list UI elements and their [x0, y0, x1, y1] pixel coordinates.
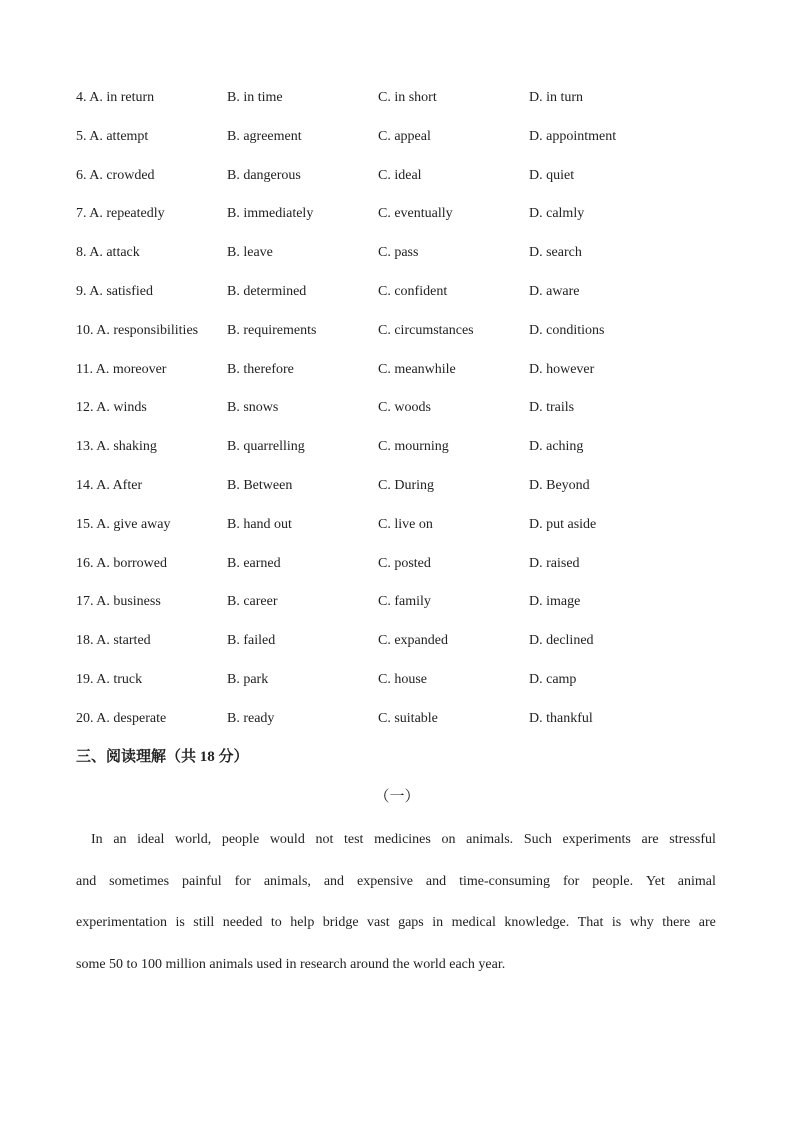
option-c: C. eventually: [378, 206, 453, 222]
option-c: C. live on: [378, 516, 433, 532]
option-b: B. determined: [227, 283, 307, 299]
word: ideal: [137, 832, 165, 847]
word: expensive: [356, 873, 413, 889]
word: experimentation: [76, 915, 167, 931]
option-b: B. therefore: [227, 361, 294, 377]
option-d: D. put aside: [529, 516, 597, 532]
option-b: B. dangerous: [227, 167, 301, 183]
option-d: D. thankful: [529, 710, 593, 726]
word: time-consuming: [459, 873, 551, 889]
word: Such: [523, 832, 552, 847]
word: would: [269, 832, 305, 847]
word: In: [91, 832, 103, 847]
option-a: 9. A. satisfied: [76, 283, 153, 299]
option-d: D. raised: [529, 555, 580, 571]
word: gaps: [398, 915, 424, 931]
option-a: 11. A. moreover: [76, 361, 167, 377]
option-b: B. leave: [227, 245, 273, 261]
option-a: 19. A. truck: [76, 671, 143, 687]
option-d: D. calmly: [529, 206, 585, 222]
option-d: D. conditions: [529, 322, 605, 338]
word: in: [432, 915, 444, 931]
option-a: 20. A. desperate: [76, 710, 167, 726]
word: world,: [175, 832, 212, 847]
word: vast: [367, 915, 390, 931]
passage-line-3: [76, 912, 716, 954]
reading-passage: [76, 829, 716, 996]
option-c: C. confident: [378, 283, 448, 299]
option-a: 7. A. repeatedly: [76, 206, 165, 222]
option-b: B. ready: [227, 710, 275, 726]
word: why: [629, 915, 654, 931]
option-d: D. in turn: [529, 90, 584, 105]
word: knowledge.: [504, 915, 570, 931]
option-d: D. declined: [529, 633, 594, 649]
option-a: 14. A. After: [76, 477, 143, 493]
option-b: B. Between: [227, 477, 293, 493]
word: sometimes: [109, 873, 170, 889]
word: there: [662, 915, 691, 931]
word: for: [563, 873, 580, 889]
option-c: C. in short: [378, 90, 437, 105]
word: Yet: [646, 873, 665, 889]
option-a: 12. A. winds: [76, 400, 147, 416]
option-b: B. snows: [227, 400, 279, 416]
word: still: [193, 915, 215, 931]
option-c: C. During: [378, 477, 434, 493]
option-c: C. expanded: [378, 633, 448, 649]
option-a: 5. A. attempt: [76, 128, 149, 144]
option-b: B. in time: [227, 90, 283, 105]
word: medicines: [374, 832, 431, 847]
word: animals.: [466, 832, 514, 847]
passage-line-4: some 50 to 100 million animals used in research around the world each year.: [76, 957, 506, 973]
word: That: [577, 915, 604, 931]
word: is: [611, 915, 622, 931]
word: people: [221, 832, 260, 847]
word: an: [113, 832, 127, 847]
option-d: D. however: [529, 361, 595, 377]
option-d: D. appointment: [529, 128, 617, 144]
option-a: 18. A. started: [76, 633, 151, 649]
option-a: 17. A. business: [76, 594, 161, 610]
option-b: B. failed: [227, 633, 276, 649]
option-b: B. earned: [227, 555, 281, 571]
word: and: [323, 873, 345, 889]
option-c: C. mourning: [378, 439, 449, 455]
option-c: C. meanwhile: [378, 361, 456, 377]
option-c: C. appeal: [378, 128, 431, 144]
option-c: C. suitable: [378, 710, 438, 726]
option-d: D. trails: [529, 400, 575, 416]
option-d: D. aching: [529, 439, 584, 455]
option-c: C. house: [378, 671, 427, 687]
word: test: [343, 832, 364, 847]
word: experiments: [562, 832, 631, 847]
option-b: B. quarrelling: [227, 439, 305, 455]
word: and: [425, 873, 447, 889]
option-d: D. aware: [529, 283, 580, 299]
option-a: 4. A. in return: [76, 90, 155, 105]
word: to: [270, 915, 282, 931]
option-c: C. posted: [378, 555, 431, 571]
word: stressful: [669, 832, 716, 847]
option-a: 6. A. crowded: [76, 167, 155, 183]
option-b: B. agreement: [227, 128, 302, 144]
word: animals,: [263, 873, 311, 889]
option-d: D. image: [529, 594, 581, 610]
section-title: 三、阅读理解（共 18 分）: [76, 749, 249, 765]
word: and: [76, 873, 97, 889]
option-b: B. requirements: [227, 322, 317, 338]
option-d: D. search: [529, 245, 582, 261]
option-a: 16. A. borrowed: [76, 555, 167, 571]
option-a: 8. A. attack: [76, 245, 140, 261]
option-a: 13. A. shaking: [76, 439, 157, 455]
word: people.: [592, 873, 634, 889]
option-b: B. career: [227, 594, 278, 610]
passage-line-2: [76, 871, 716, 913]
word: help: [290, 915, 315, 931]
option-b: B. park: [227, 671, 269, 687]
word: are: [641, 832, 659, 847]
option-c: C. pass: [378, 245, 419, 261]
option-b: B. hand out: [227, 516, 292, 532]
option-a: 10. A. responsibilities: [76, 322, 199, 338]
passage-line-1: [76, 829, 716, 871]
word: medical: [451, 915, 496, 931]
word: animal: [677, 873, 716, 889]
option-d: D. quiet: [529, 167, 575, 183]
option-a: 15. A. give away: [76, 516, 171, 532]
option-d: D. Beyond: [529, 477, 590, 493]
option-c: C. woods: [378, 400, 431, 416]
option-c: C. ideal: [378, 167, 422, 183]
word: painful: [181, 873, 222, 889]
word: on: [441, 832, 456, 847]
passage-number: （一）: [374, 789, 420, 805]
word: needed: [222, 915, 263, 931]
word: is: [175, 915, 185, 931]
word: are: [698, 915, 716, 931]
word: bridge: [322, 915, 359, 931]
option-c: C. circumstances: [378, 322, 474, 338]
option-b: B. immediately: [227, 206, 314, 222]
word: not: [315, 832, 334, 847]
option-c: C. family: [378, 594, 431, 610]
option-d: D. camp: [529, 671, 577, 687]
word: for: [234, 873, 251, 889]
